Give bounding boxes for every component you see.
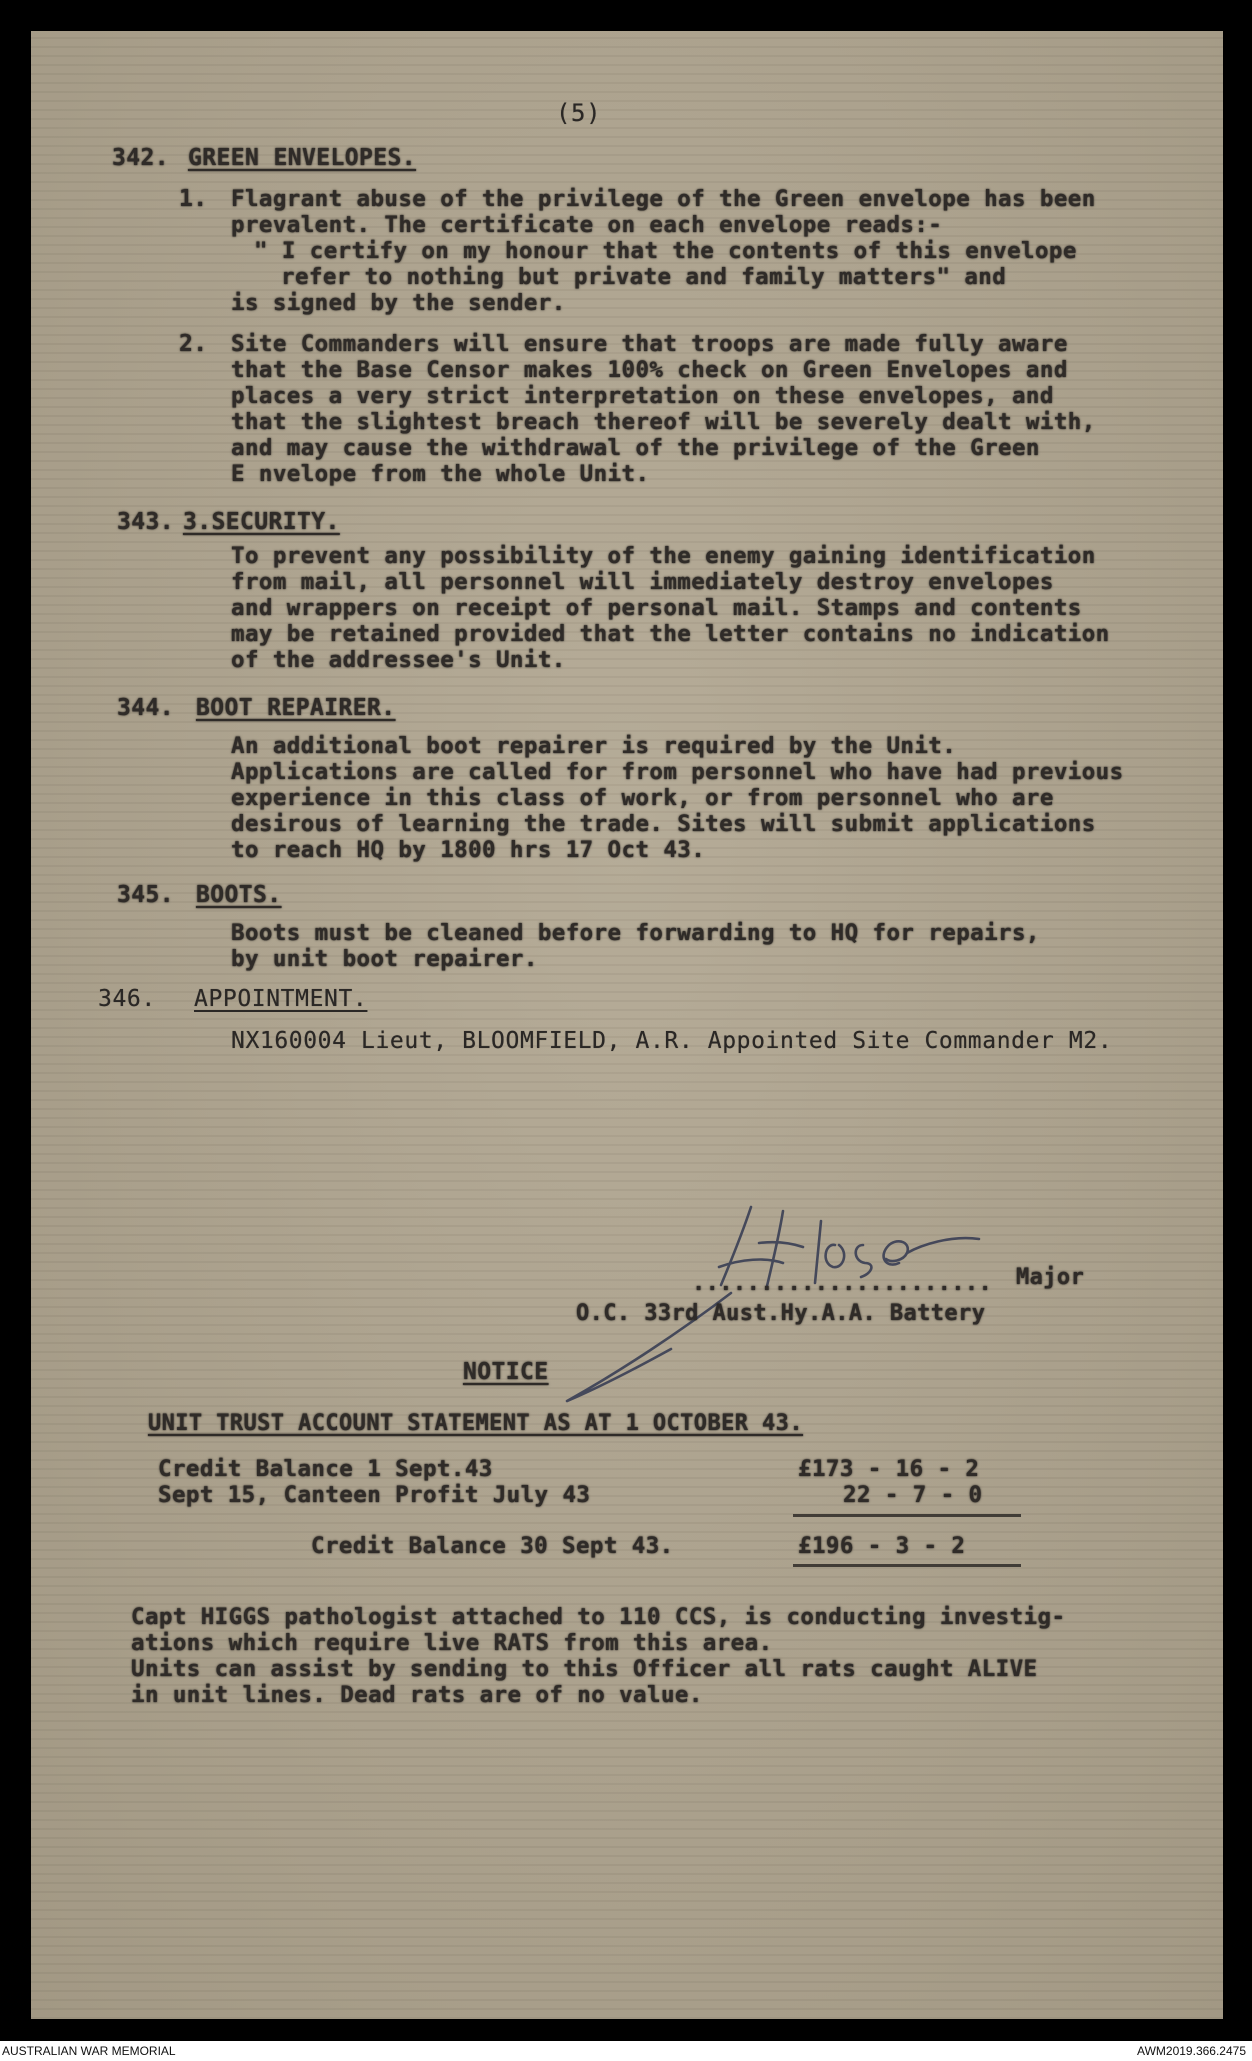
section-343-line-2: from mail, all personnel will immediately destroy envelopes	[231, 569, 1054, 595]
notice-closing-line-3: Units can assist by sending to this Officer all rats caught ALIVE	[131, 1656, 1038, 1682]
notice-closing-line-1: Capt HIGGS pathologist attached to 110 CCS, is conducting investig-	[131, 1604, 1066, 1630]
section-344-line-4: desirous of learning the trade. Sites will submit applications	[231, 811, 1096, 837]
section-345-number: 345.	[117, 882, 174, 908]
notice-closing-line-2: ations which require live RATS from this area.	[131, 1630, 773, 1656]
section-342-para-2-line-5: and may cause the withdrawal of the privilege of the Green	[231, 435, 1040, 461]
section-343-line-1: To prevent any possibility of the enemy gaining identification	[231, 543, 1096, 569]
handwritten-signature	[31, 31, 1223, 2019]
notice-total-amount: £196 - 3 - 2	[798, 1533, 966, 1559]
footer-bar	[0, 2041, 1252, 2061]
section-344-line-5: to reach HQ by 1800 hrs 17 Oct 43.	[231, 837, 706, 863]
section-344-line-2: Applications are called for from personnel who have had previous	[231, 759, 1124, 785]
section-343-line-4: may be retained provided that the letter contains no indication	[231, 621, 1110, 647]
section-345-title: BOOTS.	[196, 882, 282, 908]
section-343-line-3: and wrappers on receipt of personal mail. Stamps and contents	[231, 595, 1082, 621]
section-345-line-2: by unit boot repairer.	[231, 946, 538, 972]
section-342-title: GREEN ENVELOPES.	[188, 145, 416, 171]
page-number: (5)	[556, 99, 602, 127]
section-343-title: 3.SECURITY.	[183, 509, 340, 535]
section-344-title: BOOT REPAIRER.	[196, 695, 396, 721]
section-342-para-1-line-1: Flagrant abuse of the privilege of the Green envelope has been	[231, 186, 1096, 212]
notice-closing-line-4: in unit lines. Dead rats are of no value.	[131, 1682, 703, 1708]
section-342-number: 342.	[112, 145, 169, 171]
notice-total-label: Credit Balance 30 Sept 43.	[311, 1533, 674, 1559]
notice-sum-rule	[793, 1514, 1021, 1517]
notice-heading: NOTICE	[463, 1359, 549, 1385]
footer-institution: AUSTRALIAN WAR MEMORIAL	[2, 2044, 176, 2058]
section-346-title: APPOINTMENT.	[194, 986, 368, 1012]
section-344-line-1: An additional boot repairer is required by the Unit.	[231, 733, 957, 759]
notice-row-1-amount: £173 - 16 - 2	[798, 1456, 980, 1482]
signature-rank: Major	[1016, 1265, 1085, 1290]
notice-row-2-label: Sept 15, Canteen Profit July 43	[158, 1482, 591, 1508]
section-342-para-2-line-1: Site Commanders will ensure that troops are made fully aware	[231, 331, 1068, 357]
section-342-para-2-line-3: places a very strict interpretation on these envelopes, and	[231, 383, 1054, 409]
section-342-para-1-label: 1.	[179, 186, 208, 212]
notice-total-rule	[793, 1564, 1021, 1567]
section-342-para-1-line-5: is signed by the sender.	[231, 290, 566, 316]
section-344-number: 344.	[117, 695, 174, 721]
section-342-para-2-line-4: that the slightest breach thereof will be severely dealt with,	[231, 409, 1096, 435]
section-342-para-2-line-6: E nvelope from the whole Unit.	[231, 461, 650, 487]
signature-dots: ......................	[692, 1271, 993, 1296]
section-342-para-2-line-2: that the Base Censor makes 100% check on Green Envelopes and	[231, 357, 1068, 383]
document-page	[31, 31, 1223, 2019]
section-345-line-1: Boots must be cleaned before forwarding to HQ for repairs,	[231, 920, 1040, 946]
section-344-line-3: experience in this class of work, or from personnel who are	[231, 785, 1054, 811]
section-346-number: 346.	[98, 986, 156, 1012]
notice-row-1-label: Credit Balance 1 Sept.43	[158, 1456, 493, 1482]
section-342-para-1-line-3: " I certify on my honour that the contents of this envelope	[254, 238, 1077, 264]
section-343-line-5: of the addressee's Unit.	[231, 647, 566, 673]
section-346-line-1: NX160004 Lieut, BLOOMFIELD, A.R. Appointed Site Commander M2.	[231, 1028, 1113, 1054]
footer-accession-number: AWM2019.366.2475	[1137, 2044, 1246, 2058]
section-342-para-2-label: 2.	[179, 331, 208, 357]
section-343-number: 343.	[117, 509, 174, 535]
signature-role: O.C. 33rd Aust.Hy.A.A. Battery	[576, 1301, 986, 1326]
notice-row-2-amount: 22 - 7 - 0	[843, 1482, 983, 1508]
notice-subheading: UNIT TRUST ACCOUNT STATEMENT AS AT 1 OCTOBER 43.	[148, 1411, 803, 1436]
section-342-para-1-line-2: prevalent. The certificate on each envelope reads:-	[231, 212, 943, 238]
section-342-para-1-line-4: refer to nothing but private and family matters" and	[281, 264, 1007, 290]
